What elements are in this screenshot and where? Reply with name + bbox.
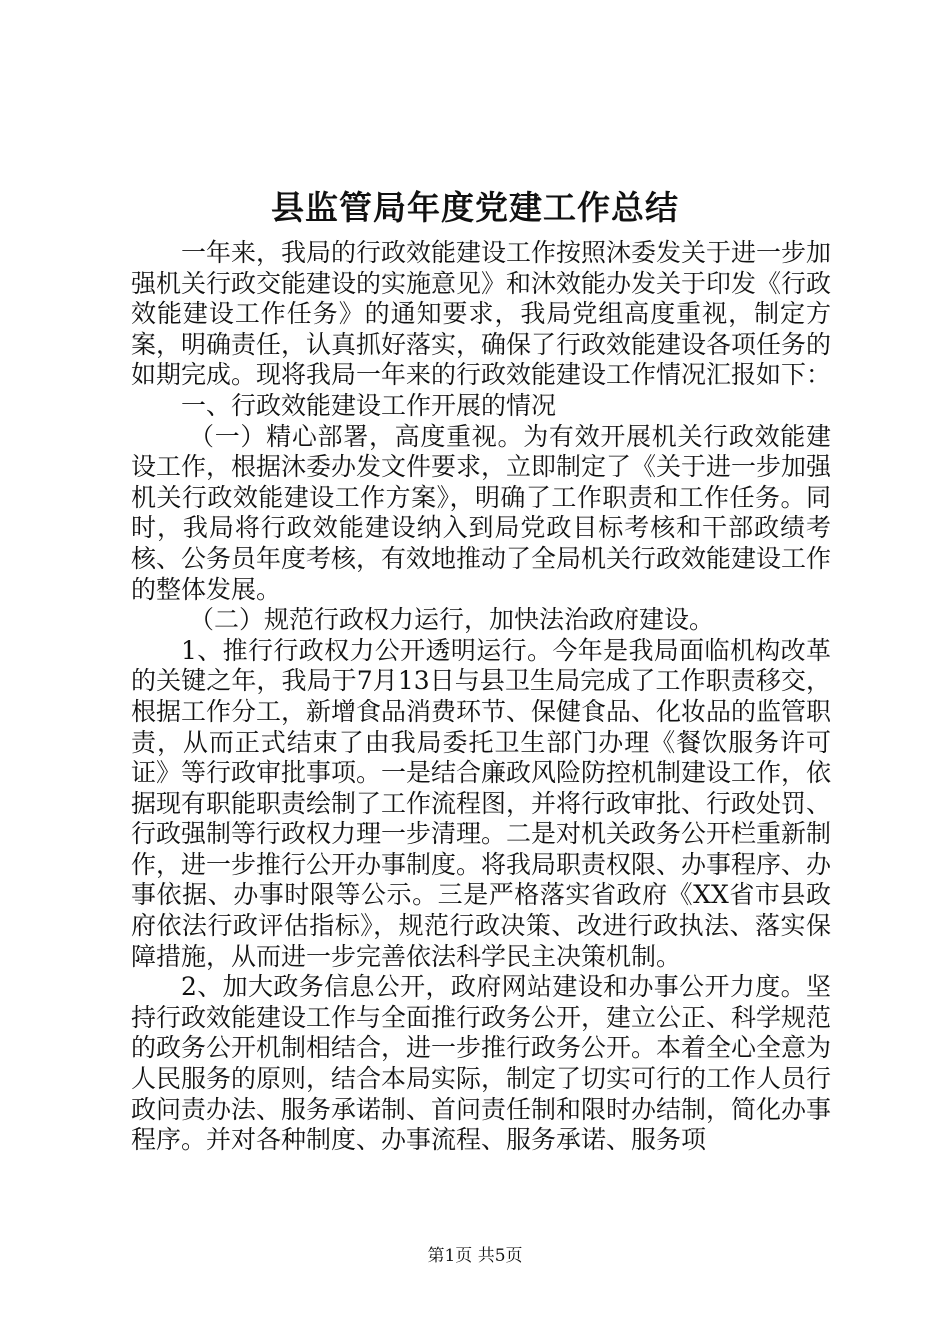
section-heading-1: 一、行政效能建设工作开展的情况	[181, 390, 557, 420]
paragraph-intro: 一年来，我局的行政效能建设工作按照沐委发关于进一步加强机关行政交能建设的实施意见》和沐效能办发关于印发《行政效能建设工作任务》的通知要求，我局党组高度重视，制定方案，明确责任，认真抓好落实，确保了行政效能建设各项任务的如期完成。现将我局一年来的行政效能建设工作情况汇报如下：	[131, 238, 832, 390]
paragraph-subsection-1: （一）精心部署，高度重视。为有效开展机关行政效能建设工作，根据沐委办发文件要求，立即制定了《关于进一步加强机关行政效能建设工作方案》，明确了工作职责和工作任务。同时，我局将行政效能建设纳入到局党政目标考核和干部政绩考核、公务员年度考核，有效地推动了全局机关行政效能建设工作的整体发展。	[131, 421, 832, 604]
paragraph-subsection-2-heading: （二）规范行政权力运行，加快法治政府建设。	[189, 605, 715, 635]
paragraph-item-2: 2、加大政务信息公开，政府网站建设和办事公开力度。坚持行政效能建设工作与全面推行政务公开，建立公正、科学规范的政务公开机制相结合，进一步推行政务公开。本着全心全意为人民服务的原则，结合本局实际，制定了切实可行的工作人员行政问责办法、服务承诺制、首问责任制和限时办结制，简化办事程序。并对各种制度、办事流程、服务承诺、服务项	[131, 972, 832, 1155]
document-body	[131, 238, 831, 1156]
page-number-footer: 第1页 共5页	[427, 1246, 523, 1266]
paragraph-item-1: 1、推行行政权力公开透明运行。今年是我局面临机构改革的关键之年，我局于7月13日与县卫生局完成了工作职责移交，根据工作分工，新增食品消费环节、保健食品、化妆品的监管职责，从而正式结束了由我局委托卫生部门办理《餐饮服务许可证》等行政审批事项。一是结合廉政风险防控机制建设工作，依据现有职能职责绘制了工作流程图，并将行政审批、行政处罚、行政强制等行政权力理一步清理。二是对机关政务公开栏重新制作，进一步推行公开办事制度。将我局职责权限、办事程序、办事依据、办事时限等公示。三是严格落实省政府《XX省市县政府依法行政评估指标》，规范行政决策、改进行政执法、落实保障措施，从而进一步完善依法科学民主决策机制。	[131, 635, 832, 971]
document-title: 县监管局年度党建工作总结	[271, 188, 679, 227]
